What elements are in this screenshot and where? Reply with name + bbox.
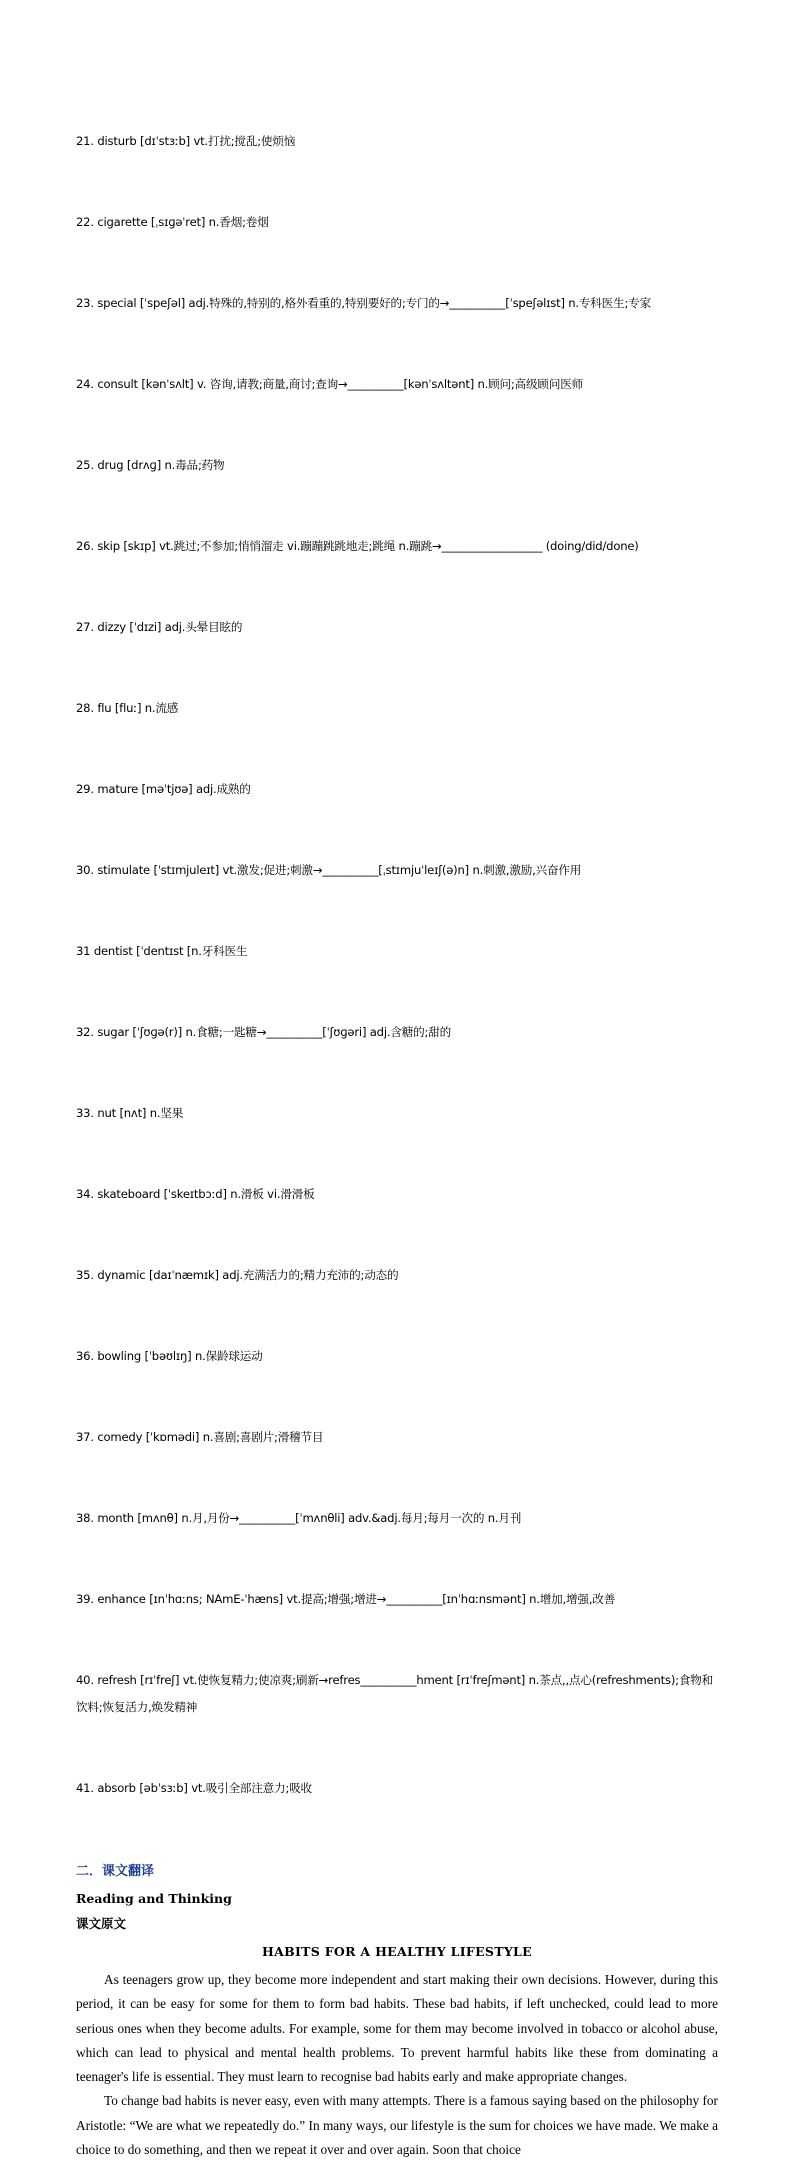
vocab-item-27: 27. dizzy [ˈdɪzi] adj.头晕目眩的 [76,620,243,634]
vocab-item-40: 40. refresh [rɪˈfreʃ] vt.使恢复精力;使凉爽;刷新→refres__________hment [rɪˈfreʃmənt] n.茶点,,点心(refreshments);食物和饮料;恢复活力,焕发精神 [76,1673,714,1714]
vocab-item-29: 29. mature [məˈtjʊə] adj.成熟的 [76,782,251,796]
vocab-item-35: 35. dynamic [daɪˈnæmɪk] adj.充满活力的;精力充沛的;动态的 [76,1268,399,1282]
vocab-item-22: 22. cigarette [ˌsɪɡəˈret] n.香烟;卷烟 [76,215,269,229]
vocab-item-41: 41. absorb [əbˈsɜːb] vt.吸引全部注意力;吸收 [76,1781,312,1795]
passage-paragraph-1: As teenagers grow up, they become more independent and start making their own decisions. However, during this period, it can be easy for some for them to form bad habits. These bad habits, if left unchecked, could lead to more serious ones when they become adults. For example, some for them may become involved in tobacco or alcohol abuse, which can lead to physical and mental health problems. To prevent harmful habits like these from dominating a teenager's life is essential. They must learn to recognise bad habits early and make appropriate changes. [76,1972,718,2085]
original-text-label: 课文原文 [76,1916,127,1931]
vocab-list [76,74,718,1856]
vocab-item-34: 34. skateboard [ˈskeɪtbɔːd] n.滑板 vi.滑滑板 [76,1187,315,1201]
vocab-item-24: 24. consult [kənˈsʌlt] v. 咨询,请教;商量,商讨;查询→__________[kənˈsʌltənt] n.顾问;高级顾问医师 [76,377,583,391]
passage-title: HABITS FOR A HEALTHY LIFESTYLE [262,1944,532,1959]
reading-subheading: Reading and Thinking [76,1891,232,1906]
vocab-item-28: 28. flu [fluː] n.流感 [76,701,179,715]
vocab-item-39: 39. enhance [ɪnˈhɑːns; NAmE-ˈhæns] vt.提高;增强;增进→__________[ɪnˈhɑːnsmənt] n.增加,增强,改善 [76,1592,616,1606]
vocab-item-38: 38. month [mʌnθ] n.月,月份→__________[ˈmʌnθli] adv.&adj.每月;每月一次的 n.月刊 [76,1511,522,1525]
vocab-item-25: 25. drug [drʌɡ] n.毒品;药物 [76,458,225,472]
vocab-item-36: 36. bowling [ˈbəʊlɪŋ] n.保龄球运动 [76,1349,263,1363]
document-page [76,74,718,2162]
passage-paragraph-2: To change bad habits is never easy, even with many attempts. There is a famous saying based on the philosophy for Aristotle: “We are what we repeatedly do.” In many ways, our lifestyle is the sum for choices we have made. We make a choice to do something, and then we repeat it over and over again. Soon that choice [76,2093,718,2158]
vocab-item-30: 30. stimulate [ˈstɪmjuleɪt] vt.激发;促进;刺激→__________[ˌstɪmjuˈleɪʃ(ə)n] n.刺激,激励,兴奋作用 [76,863,582,877]
vocab-item-26: 26. skip [skɪp] vt.跳过;不参加;悄悄溜走 vi.蹦蹦跳跳地走;跳绳 n.蹦跳→__________________ (doing/did/done) [76,539,639,553]
vocab-item-33: 33. nut [nʌt] n.坚果 [76,1106,184,1120]
vocab-item-32: 32. sugar [ˈʃʊɡə(r)] n.食糖;一匙糖→__________[ˈʃʊɡəri] adj.含糖的;甜的 [76,1025,451,1039]
section-heading: 二．课文翻译 [76,1864,155,1879]
vocab-item-31: 31 dentist [ˈdentɪst [n.牙科医生 [76,944,248,958]
vocab-item-37: 37. comedy [ˈkɒmədi] n.喜剧;喜剧片;滑稽节目 [76,1430,324,1444]
vocab-item-21: 21. disturb [dɪˈstɜːb] vt.打扰;搅乱;使烦恼 [76,134,296,148]
vocab-item-23: 23. special [ˈspeʃəl] adj.特殊的,特别的,格外看重的,特别要好的;专门的→__________[ˈspeʃəlɪst] n.专科医生;专家 [76,296,651,310]
